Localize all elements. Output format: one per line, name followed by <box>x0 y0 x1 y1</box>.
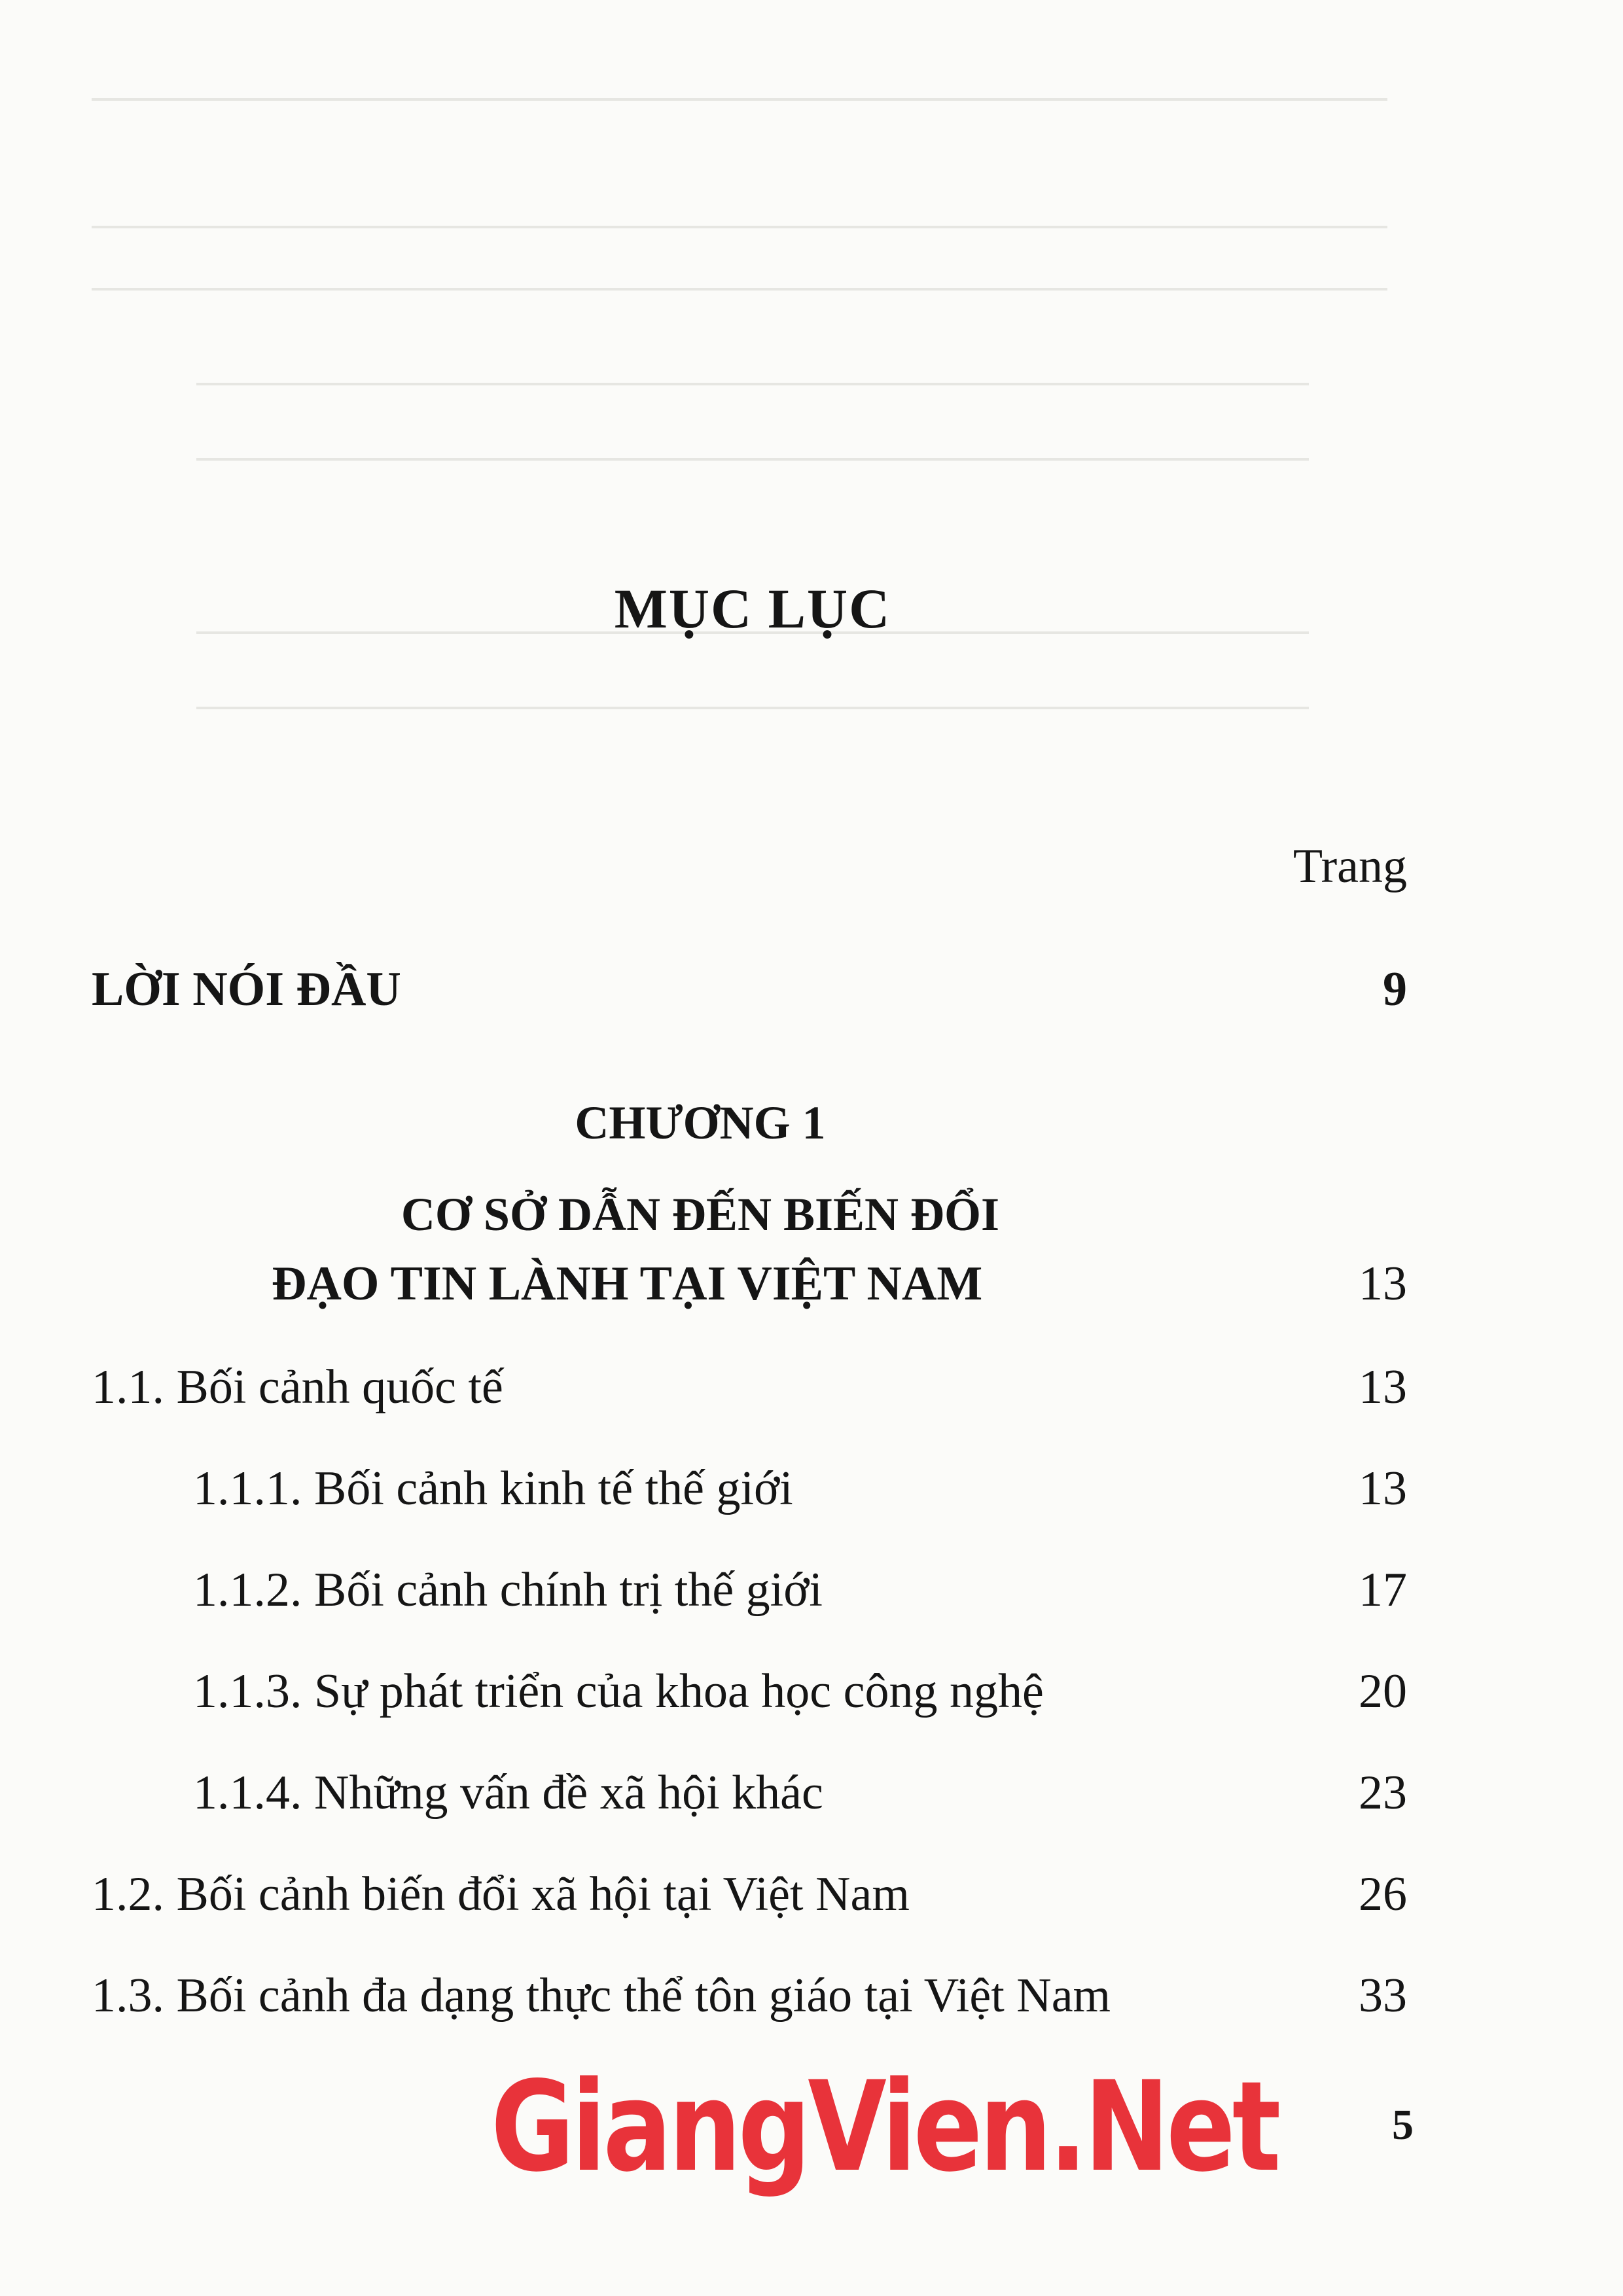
toc-entry-page: 13 <box>1359 1462 1407 1515</box>
toc-entry-page: 13 <box>1359 1257 1407 1311</box>
toc-entry-page: 33 <box>1359 1969 1407 2022</box>
toc-entry-label: 1.3. Bối cảnh đa dạng thực thể tôn giáo tại Việt Nam <box>92 1969 1111 2022</box>
bleed-through-line <box>196 383 1309 385</box>
page-title: MỤC LỤC <box>614 577 891 640</box>
bleed-through-line <box>92 288 1387 291</box>
bleed-through-line <box>92 98 1387 101</box>
toc-entry[interactable] <box>92 1971 1407 2020</box>
bleed-through-line <box>92 226 1387 228</box>
page-column-header: Trang <box>1293 839 1407 893</box>
chapter-title-line2: ĐẠO TIN LÀNH TẠI VIỆT NAM <box>272 1257 983 1311</box>
toc-entry[interactable] <box>193 1667 1407 1716</box>
toc-entry-page: 9 <box>1383 963 1407 1016</box>
page-number: 5 <box>1392 2101 1414 2149</box>
toc-entry-label: 1.1.1. Bối cảnh kinh tế thế giới <box>193 1462 793 1515</box>
toc-entry-label: 1.1.2. Bối cảnh chính trị thế giới <box>193 1563 823 1617</box>
toc-entry-label: 1.2. Bối cảnh biến đổi xã hội tại Việt Nam <box>92 1867 910 1921</box>
toc-entry-label: 1.1.3. Sự phát triển của khoa học công nghệ <box>193 1665 1044 1718</box>
toc-entry[interactable] <box>193 1563 1407 1617</box>
toc-entry-label: 1.1. Bối cảnh quốc tế <box>92 1360 503 1414</box>
toc-entry[interactable] <box>193 1766 1407 1820</box>
toc-entry-chapter[interactable] <box>92 1257 1407 1311</box>
bleed-through-line <box>196 707 1309 709</box>
toc-entry-label: 1.1.4. Những vấn đề xã hội khác <box>193 1766 823 1820</box>
toc-entry-page: 26 <box>1359 1867 1407 1921</box>
bleed-through-line <box>196 458 1309 461</box>
toc-entry[interactable] <box>193 1464 1407 1513</box>
toc-entry-page: 13 <box>1359 1360 1407 1414</box>
toc-entry-page: 23 <box>1359 1766 1407 1820</box>
chapter-title-line1: CƠ SỞ DẪN ĐẾN BIẾN ĐỔI <box>401 1188 1000 1241</box>
toc-entry-label: LỜI NÓI ĐẦU <box>92 963 401 1016</box>
toc-entry-page: 20 <box>1359 1665 1407 1718</box>
toc-entry-preface[interactable] <box>92 965 1407 1014</box>
watermark-logo: GiangVien.Net <box>491 2055 1278 2199</box>
toc-entry[interactable] <box>92 1867 1407 1921</box>
chapter-number: CHƯƠNG 1 <box>575 1097 826 1149</box>
toc-entry[interactable] <box>92 1360 1407 1414</box>
toc-entry-page: 17 <box>1359 1563 1407 1617</box>
